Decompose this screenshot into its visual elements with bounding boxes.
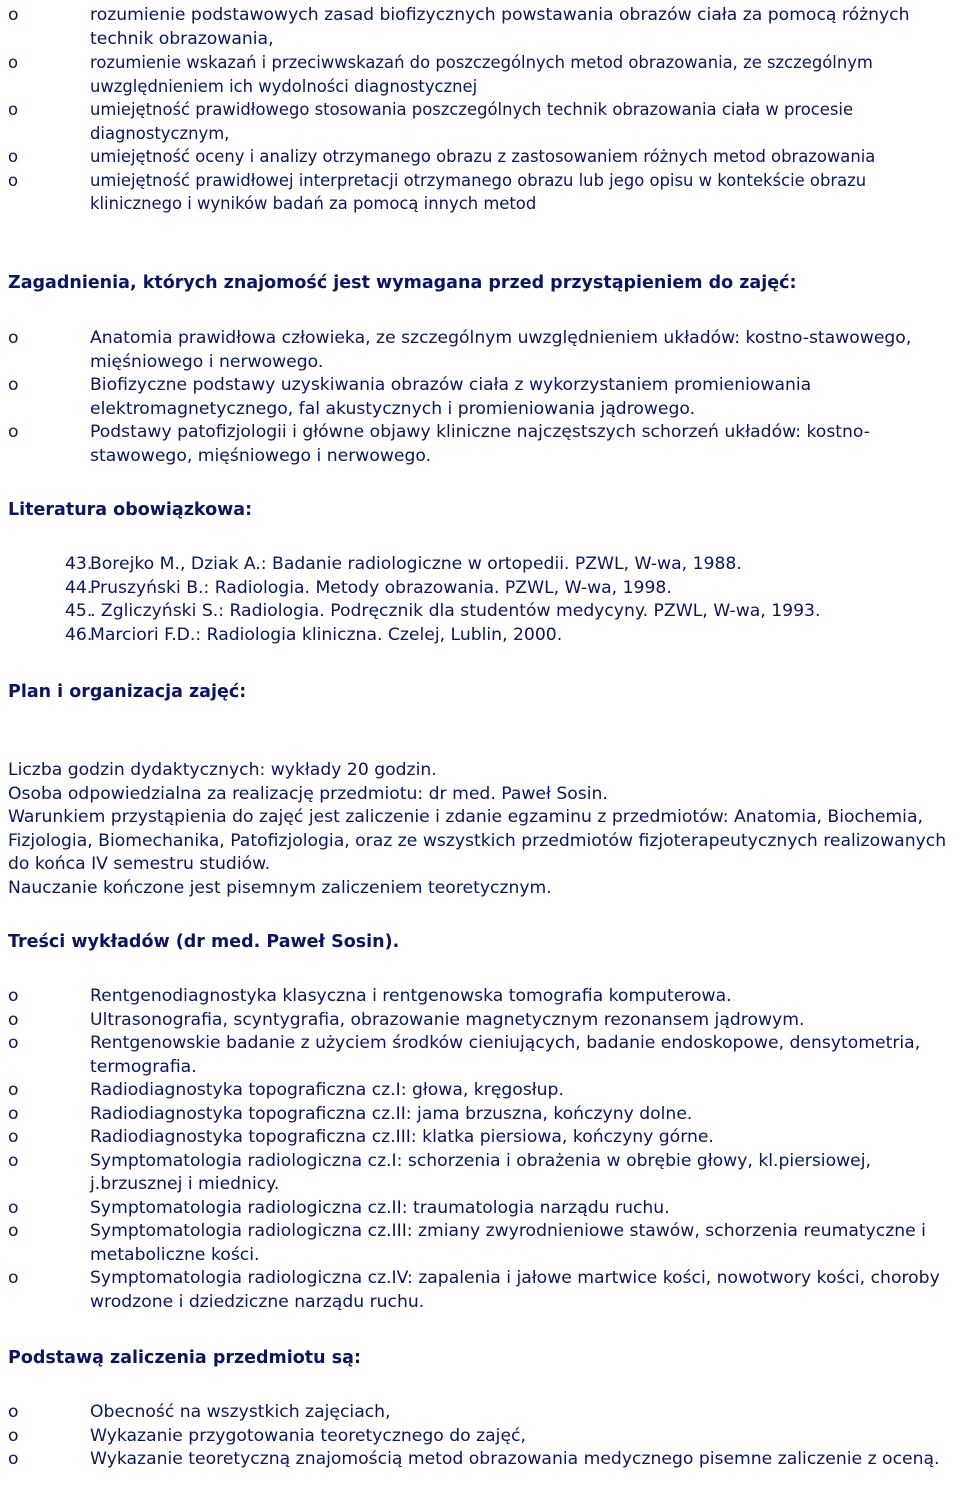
reference-item [8,600,956,624]
list-bullet: o [8,100,19,119]
list-bullet: o [8,5,19,25]
list-bullet: o [8,1150,19,1171]
reference-number: 43. [65,554,93,574]
zaliczenie-list [8,1401,956,1472]
plan-section [8,759,956,900]
list-item [8,1079,956,1103]
list-item [8,1126,956,1150]
list-item-text: rozumienie wskazań i przeciwwskazań do poszczególnych metod obrazowania, ze szczególnym uwzględnieniem ich wydolności diagnostycznej [90,53,873,96]
list-bullet: o [8,422,19,442]
intro-section [8,4,956,216]
reference-item [8,553,956,577]
list-bullet: o [8,1449,19,1469]
list-bullet: o [8,1080,19,1100]
list-bullet: o [8,1197,19,1218]
reference-item [8,624,956,648]
list-item-text: Symptomatologia radiologiczna cz.I: schorzenia i obrażenia w obrębie głowy, kl.piersiowej, j.brzusznej i miednicy. [90,1150,871,1194]
reference-number: 46. [65,624,93,645]
reference-number: 45. [65,601,93,621]
list-item-text: Rentgenodiagnostyka klasyczna i rentgenowska tomografia komputerowa. [90,986,732,1006]
list-item-text: Symptomatologia radiologiczna cz.II: traumatologia narządu ruchu. [90,1197,670,1218]
zagadnienia-section [8,327,956,468]
zaliczenie-section [8,1401,956,1472]
list-item [8,51,956,98]
plan-paragraph-completion: Nauczanie kończone jest pisemnym zaliczeniem teoretycznym. [8,877,552,898]
list-item-text: Biofizyczne podstawy uzyskiwania obrazów ciała z wykorzystaniem promieniowania elektromagnetycznego, fal akustycznych i promieniowania jądrowego. [90,375,812,419]
list-bullet: o [8,986,19,1006]
tresci-heading: Treści wykładów (dr med. Paweł Sosin). [8,932,400,952]
list-item [8,169,956,216]
list-bullet: o [8,1033,19,1053]
list-bullet: o [8,1009,19,1030]
list-item [8,374,956,421]
list-bullet: o [8,147,19,166]
list-bullet: o [8,1103,19,1124]
reference-number: 44. [65,577,93,598]
list-item-text: Wykazanie przygotowania teoretycznego do zajęć, [90,1425,526,1446]
list-bullet: o [8,1402,19,1422]
list-item [8,327,956,374]
list-item [8,1009,956,1033]
list-bullet: o [8,1425,19,1446]
list-item-text: Podstawy patofizjologii i główne objawy kliniczne najczęstszych schorzeń układów: kostno-stawowego, mięśniowego i nerwowego. [90,422,870,466]
list-item [8,4,956,51]
list-item [8,98,956,145]
literatura-heading: Literatura obowiązkowa: [8,500,253,520]
plan-paragraph-responsible: Osoba odpowiedzialna za realizację przedmiotu: dr med. Paweł Sosin. [8,783,608,804]
list-bullet: o [8,328,19,348]
list-item-text: Symptomatologia radiologiczna cz.IV: zapalenia i jałowe martwice kości, nowotwory kości, choroby wrodzone i dziedziczne narządu ruchu. [90,1268,940,1312]
list-item-text: Radiodiagnostyka topograficzna cz.II: jama brzuszna, kończyny dolne. [90,1103,693,1124]
list-item [8,1150,956,1197]
list-item [8,145,956,169]
list-bullet: o [8,1268,19,1288]
list-item [8,1197,956,1221]
zagadnienia-heading: Zagadnienia, których znajomość jest wymagana przed przystąpieniem do zajęć: [8,273,797,293]
literatura-section [8,553,956,647]
list-item [8,1103,956,1127]
list-bullet: o [8,1221,19,1241]
list-item-text: Wykazanie teoretyczną znajomością metod obrazowania medycznego pisemne zaliczenie z oceną. [90,1449,940,1469]
list-item [8,1425,956,1449]
list-item [8,1032,956,1079]
list-item-text: umiejętność prawidłowego stosowania poszczególnych technik obrazowania ciała w procesie diagnostycznym, [90,100,854,143]
list-item-text: Anatomia prawidłowa człowieka, ze szczególnym uwzględnieniem układów: kostno-stawowego, mięśniowego i nerwowego. [90,328,912,372]
list-item-text: . Zgliczyński S.: Radiologia. Podręcznik dla studentów medycyny. PZWL, W-wa, 1993. [90,601,821,621]
plan-heading: Plan i organizacja zajęć: [8,682,247,702]
intro-list [8,4,956,216]
list-item-text: Pruszyński B.: Radiologia. Metody obrazowania. PZWL, W-wa, 1998. [90,577,672,598]
zagadnienia-list [8,327,956,468]
list-bullet: o [8,1127,19,1147]
list-bullet: o [8,53,19,72]
list-item [8,1267,956,1314]
list-item [8,1401,956,1425]
list-item-text: Borejko M., Dziak A.: Badanie radiologiczne w ortopedii. PZWL, W-wa, 1988. [90,554,742,574]
zaliczenie-heading: Podstawą zaliczenia przedmiotu są: [8,1348,361,1368]
tresci-list [8,985,956,1314]
list-bullet: o [8,375,19,395]
list-item-text: Radiodiagnostyka topograficzna cz.I: głowa, kręgosłup. [90,1080,564,1100]
list-item-text: Marciori F.D.: Radiologia kliniczna. Czelej, Lublin, 2000. [90,624,563,645]
list-item [8,421,956,468]
list-item-text: umiejętność prawidłowej interpretacji otrzymanego obrazu lub jego opisu w kontekście obrazu klinicznego i wyników badań za pomocą innych metod [90,170,867,213]
list-item [8,1220,956,1267]
literatura-list [8,553,956,647]
plan-paragraph-hours: Liczba godzin dydaktycznych: wykłady 20 godzin. [8,760,437,780]
list-item-text: umiejętność oceny i analizy otrzymanego obrazu z zastosowaniem różnych metod obrazowania [90,147,876,166]
list-bullet: o [8,170,19,190]
list-item-text: Ultrasonografia, scyntygrafia, obrazowanie magnetycznym rezonansem jądrowym. [90,1009,805,1030]
list-item-text: rozumienie podstawowych zasad biofizycznych powstawania obrazów ciała za pomocą różnych technik obrazowania, [90,5,910,49]
list-item-text: Obecność na wszystkich zajęciach, [90,1402,391,1422]
list-item [8,985,956,1009]
reference-item [8,577,956,601]
list-item-text: Rentgenowskie badanie z użyciem środków cieniujących, badanie endoskopowe, densytometria, termografia. [90,1033,921,1077]
list-item-text: Radiodiagnostyka topograficzna cz.III: klatka piersiowa, kończyny górne. [90,1127,714,1147]
plan-paragraph-requirements: Warunkiem przystąpienia do zajęć jest zaliczenie i zdanie egzaminu z przedmiotów: Anatomia, Biochemia, Fizjologia, Biomechanika, Patofizjologia, oraz ze wszystkich przedmiotów fizjoterapeutycznych realizowanych do końca IV semestru studiów. [8,807,947,874]
list-item [8,1448,956,1472]
list-item-text: Symptomatologia radiologiczna cz.III: zmiany zwyrodnieniowe stawów, schorzenia reumatyczne i metaboliczne kości. [90,1221,926,1265]
tresci-section [8,985,956,1314]
